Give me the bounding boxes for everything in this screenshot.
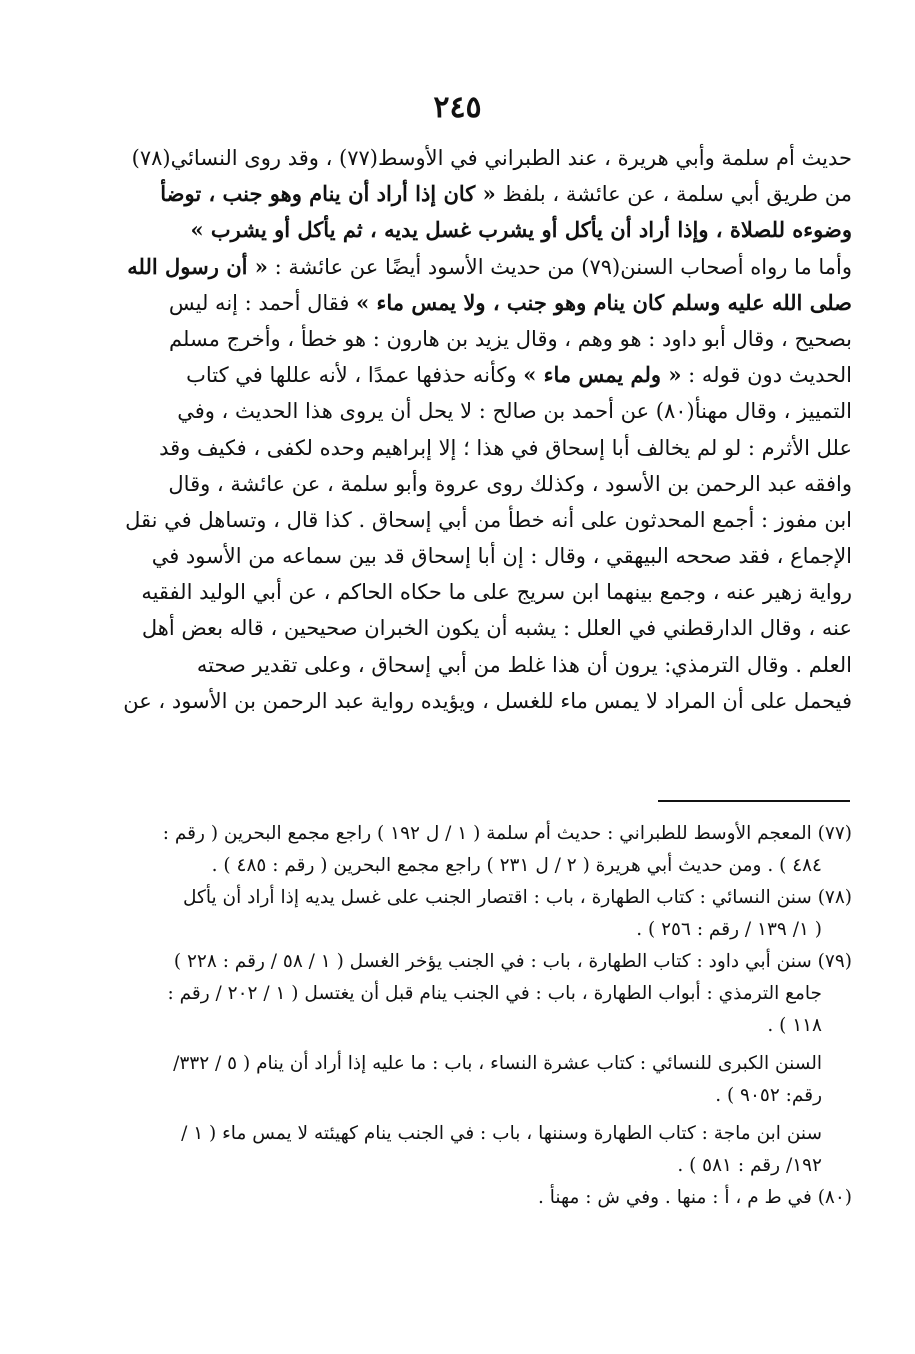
text-segment: التمييز ، وقال مهنأ(٨٠) عن أحمد بن صالح : لا يحل أن يروى هذا الحديث ، وفي — [177, 399, 852, 424]
footnote-line: جامع الترمذي : أبواب الطهارة ، باب : في الجنب ينام قبل أن يغتسل ( ١ / ٢٠٢ / رقم : — [167, 983, 822, 1004]
footnote-line: (٨٠) في ط م ، أ : منها . وفي ش : مهنأ . — [537, 1187, 852, 1208]
text-segment: فيحمل على أن المراد لا يمس ماء للغسل ، ويؤيده رواية عبد الرحمن بن الأسود ، عن — [123, 688, 852, 713]
hadith-quote: صلى الله عليه وسلم كان ينام وهو جنب ، ولا يمس ماء » — [356, 289, 852, 315]
text-line — [92, 176, 852, 212]
footnote-line: (٧٧) المعجم الأوسط للطبراني : حديث أم سلمة ( ١ / ل ١٩٢ ) راجع مجمع البحرين ( رقم : — [162, 823, 852, 844]
text-segment: حديث أم سلمة وأبي هريرة ، عند الطبراني في الأوسط(٧٧) ، وقد روى النسائي(٧٨) — [131, 146, 852, 170]
hadith-quote: وضوءه للصلاة ، وإذا أراد أن يأكل أو يشرب غسل يديه ، ثم يأكل أو يشرب » — [190, 217, 852, 243]
text-line — [92, 393, 852, 429]
text-segment: الإجماع ، فقد صححه البيهقي ، وقال : إن أبا إسحاق قد بين سماعه من الأسود في — [151, 544, 852, 569]
hadith-quote: « أن رسول الله — [127, 253, 268, 279]
text-segment: فقال أحمد : إنه ليس — [168, 290, 357, 315]
text-segment: العلم . وقال الترمذي: يرون أن هذا غلط من أبي إسحاق ، وعلى تقدير صحته — [196, 652, 852, 677]
footnote-line: (٧٨) سنن النسائي : كتاب الطهارة ، باب : اقتصار الجنب على غسل يديه إذا أراد أن يأكل — [183, 887, 852, 908]
text-line — [92, 647, 852, 683]
text-line — [92, 357, 852, 393]
text-line — [92, 502, 852, 538]
text-segment: وكأنه حذفها عمدًا ، لأنه عللها في كتاب — [186, 363, 524, 388]
footnote-line: سنن ابن ماجة : كتاب الطهارة وسننها ، باب : في الجنب ينام كهيئته لا يمس ماء ( ١ / — [181, 1123, 822, 1144]
text-segment: الحديث دون قوله : — [681, 363, 852, 388]
text-line — [92, 430, 852, 466]
text-segment: وافقه عبد الرحمن بن الأسود ، وكذلك روى عروة وأبو سلمة ، عن عائشة ، وقال — [168, 471, 852, 496]
text-segment: عنه ، وقال الدارقطني في العلل : يشبه أن يكون الخبران صحيحين ، قاله بعض أهل — [141, 616, 852, 641]
footnote-line: ( ١/ ١٣٩ / رقم : ٢٥٦ ) . — [636, 919, 822, 940]
text-line — [92, 466, 852, 502]
text-segment: بصحيح ، وقال أبو داود : هو وهم ، وقال يزيد بن هارون : هو خطأ ، وأخرج مسلم — [169, 326, 852, 351]
text-line — [92, 683, 852, 719]
text-line — [92, 538, 852, 574]
footnotes — [92, 818, 852, 1214]
footnote-line: (٧٩) سنن أبي داود : كتاب الطهارة ، باب : في الجنب يؤخر الغسل ( ١ / ٥٨ / رقم : ٢٢٨ ) — [173, 951, 852, 972]
text-segment: رواية زهير عنه ، وجمع بينهما ابن سريج على ما حكاه الحاكم ، عن أبي الوليد الفقيه — [141, 580, 852, 605]
text-line — [92, 321, 852, 357]
footnote-line: ١١٨ ) . — [767, 1015, 822, 1036]
text-line — [92, 249, 852, 285]
text-line — [92, 574, 852, 610]
text-segment: من طريق أبي سلمة ، عن عائشة ، بلفظ — [495, 182, 852, 207]
text-segment: وأما ما رواه أصحاب السنن(٧٩) من حديث الأسود أيضًا عن عائشة : — [267, 254, 852, 279]
text-line — [92, 610, 852, 646]
text-line — [92, 212, 852, 248]
footnote-line: ١٩٢/ رقم : ٥٨١ ) . — [677, 1155, 822, 1176]
footnote-line: ٤٨٤ ) . ومن حديث أبي هريرة ( ٢ / ل ٢٣١ ) راجع مجمع البحرين ( رقم : ٤٨٥ ) . — [211, 855, 822, 876]
main-text — [92, 140, 852, 719]
footnote-divider — [658, 800, 850, 802]
text-line — [92, 285, 852, 321]
text-segment: ابن مفوز : أجمع المحدثون على أنه خطأ من أبي إسحاق . كذا قال ، وتساهل في نقل — [125, 507, 852, 532]
hadith-quote: « ولم يمس ماء » — [523, 362, 682, 388]
hadith-quote: « كان إذا أراد أن ينام وهو جنب ، توضأ — [160, 181, 496, 207]
text-line — [92, 140, 852, 176]
footnote-line: السنن الكبرى للنسائي : كتاب عشرة النساء ، باب : ما عليه إذا أراد أن ينام ( ٥ / ٣٣٢/ — [173, 1053, 822, 1074]
footnote-line: رقم: ٩٠٥٢ ) . — [715, 1085, 822, 1106]
text-segment: علل الأثرم : لو لم يخالف أبا إسحاق في هذا ؛ إلا إبراهيم وحده لكفى ، فكيف وقد — [159, 435, 852, 460]
page-number: ٢٤٥ — [433, 90, 482, 125]
